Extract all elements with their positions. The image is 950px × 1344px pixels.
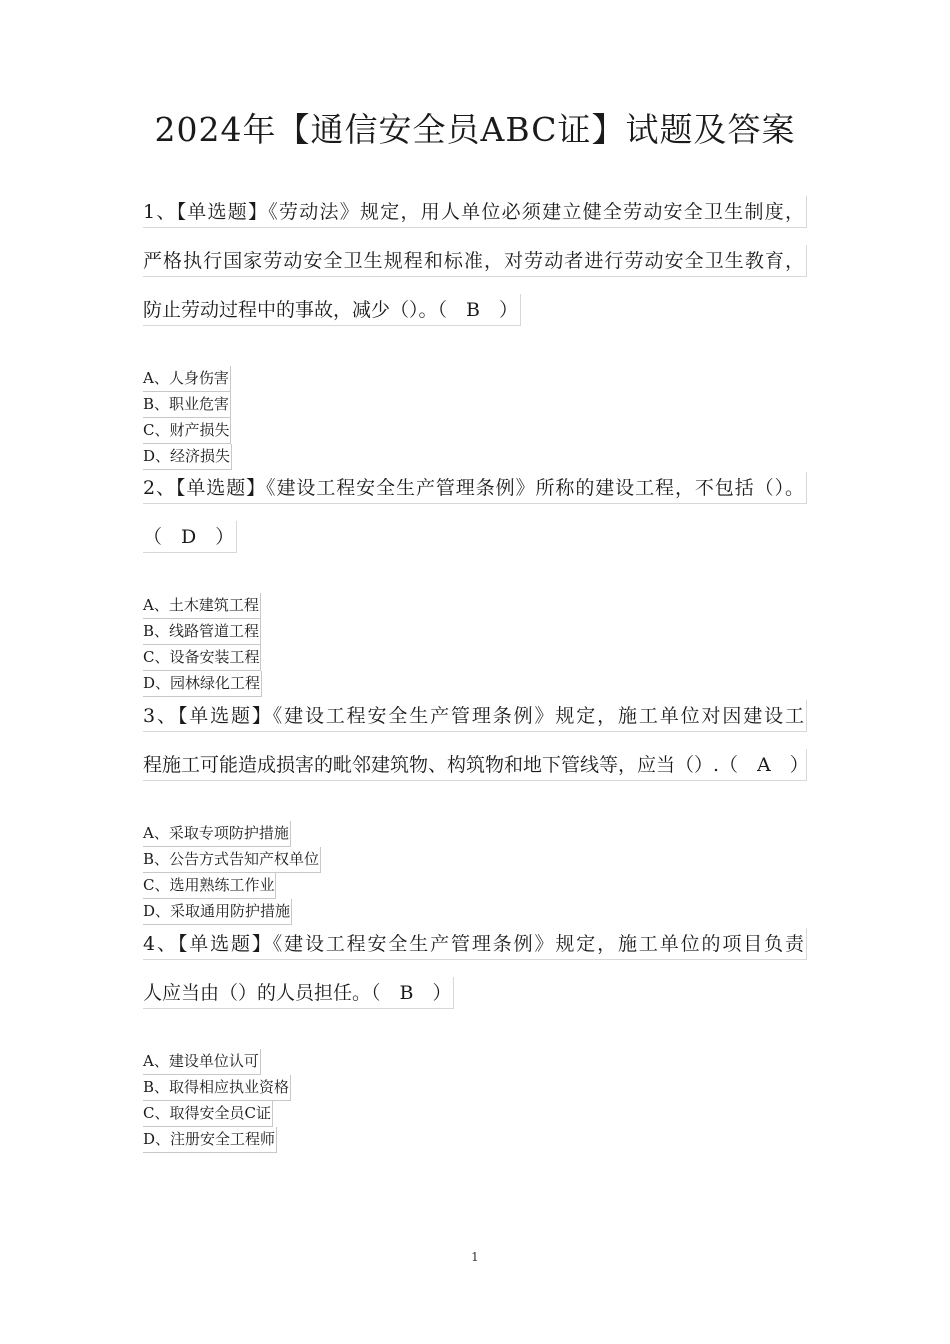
question-1-option-c: C、财产损失 xyxy=(143,418,231,444)
question-1-options xyxy=(143,366,232,470)
question-4-option-b: B、取得相应执业资格 xyxy=(143,1075,291,1101)
question-2-line-1: 2、【单选题】《建设工程安全生产管理条例》所称的建设工程，不包括（）。 xyxy=(143,472,807,504)
question-1-option-a: A、人身伤害 xyxy=(143,366,231,392)
question-4-line-1: 4、【单选题】《建设工程安全生产管理条例》规定，施工单位的项目负责 xyxy=(143,928,807,960)
question-1-line-3: 防止劳动过程中的事故，减少（）。（ B ） xyxy=(143,294,521,326)
question-1-line-1: 1、【单选题】《劳动法》规定，用人单位必须建立健全劳动安全卫生制度， xyxy=(143,196,807,228)
question-3-option-c: C、选用熟练工作业 xyxy=(143,873,276,899)
question-3-option-a: A、采取专项防护措施 xyxy=(143,821,291,847)
question-2-options xyxy=(143,593,262,697)
question-4-option-c: C、取得安全员C证 xyxy=(143,1101,273,1127)
question-1-line-2: 严格执行国家劳动安全卫生规程和标准，对劳动者进行劳动安全卫生教育， xyxy=(143,245,807,277)
question-4-line-2: 人应当由（）的人员担任。（ B ） xyxy=(143,977,454,1009)
question-2-option-d: D、园林绿化工程 xyxy=(143,671,262,697)
question-3-option-b: B、公告方式告知产权单位 xyxy=(143,847,321,873)
question-3-options xyxy=(143,821,321,925)
page-number: 1 xyxy=(471,1250,479,1264)
question-4-options xyxy=(143,1049,291,1153)
question-2-option-c: C、设备安装工程 xyxy=(143,645,261,671)
question-1-option-d: D、经济损失 xyxy=(143,444,232,470)
question-3-line-2: 程施工可能造成损害的毗邻建筑物、构筑物和地下管线等，应当（）.（ A ） xyxy=(143,749,807,781)
question-2-option-a: A、土木建筑工程 xyxy=(143,593,261,619)
question-2-option-b: B、线路管道工程 xyxy=(143,619,261,645)
question-4-option-a: A、建设单位认可 xyxy=(143,1049,261,1075)
question-1-option-b: B、职业危害 xyxy=(143,392,231,418)
question-3-option-d: D、采取通用防护措施 xyxy=(143,899,292,925)
question-2-line-2: （ D ） xyxy=(143,521,237,553)
question-3-line-1: 3、【单选题】《建设工程安全生产管理条例》规定，施工单位对因建设工 xyxy=(143,700,807,732)
question-4-option-d: D、注册安全工程师 xyxy=(143,1127,277,1153)
document-title: 2024年【通信安全员ABC证】试题及答案 xyxy=(154,110,796,149)
